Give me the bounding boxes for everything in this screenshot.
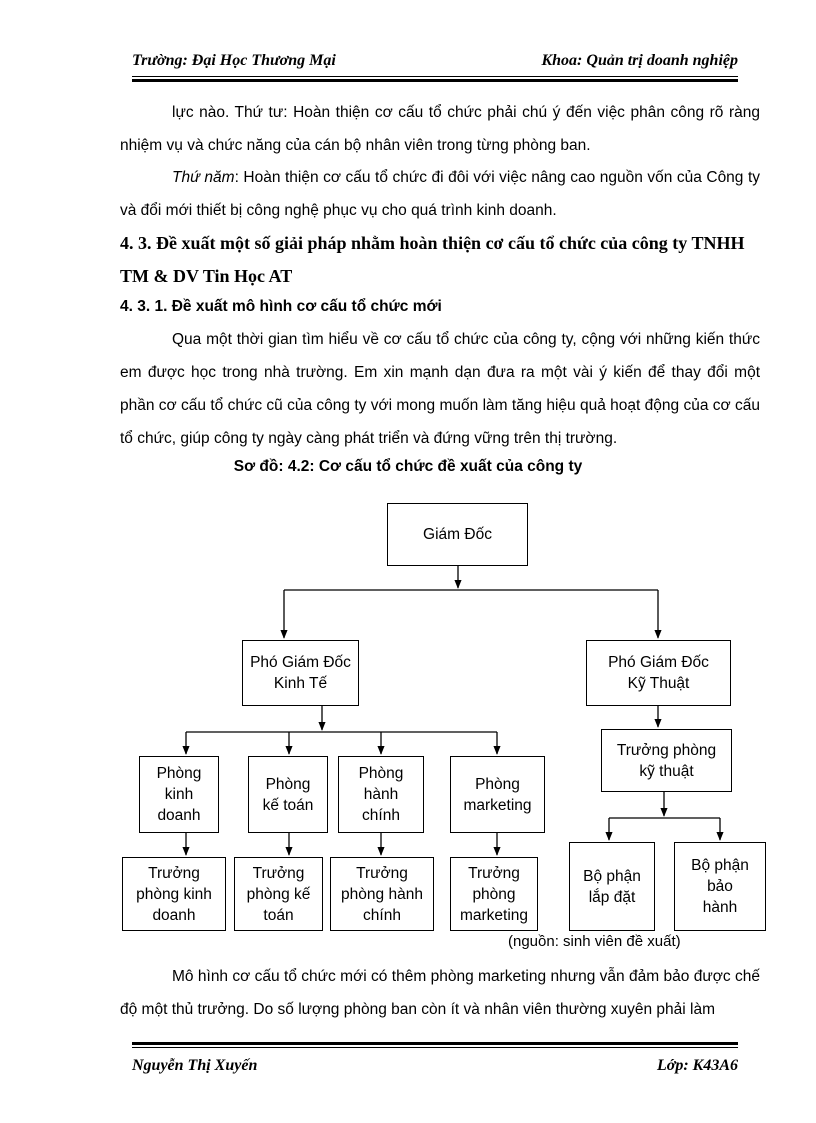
node-phong-ke-toan: Phòng kế toán [248, 756, 328, 833]
heading-section-4-3-1: 4. 3. 1. Đề xuất mô hình cơ cấu tổ chức mới [120, 298, 442, 315]
node-pgd-kinh-te: Phó Giám Đốc Kinh Tế [242, 640, 359, 706]
heading-section-4-3: 4. 3. Đề xuất một số giải pháp nhằm hoàn thiện cơ cấu tổ chức của công ty TNHH TM & DV Tin Học AT [120, 233, 745, 286]
node-tp-ke-toan: Trưởng phòng kế toán [234, 857, 323, 931]
footer-class: Lớp: K43A6 [656, 1057, 738, 1074]
node-phong-kinh-doanh: Phòng kinh doanh [139, 756, 219, 833]
node-pgd-ky-thuat: Phó Giám Đốc Kỹ Thuật [586, 640, 731, 706]
paragraph-2: Thứ năm: Hoàn thiện cơ cấu tổ chức đi đôi với việc nâng cao nguồn vốn của Công ty và đổi mới thiết bị công nghệ phục vụ cho quá trình kinh doanh. [120, 169, 760, 219]
diagram-caption: Sơ đồ: 4.2: Cơ cấu tổ chức đề xuất của công ty [233, 458, 583, 475]
paragraph-1: lực nào. Thứ tư: Hoàn thiện cơ cấu tổ chức phải chú ý đến việc phân công rõ ràng nhiệm vụ và chức năng của cán bộ nhân viên trong từng phòng ban. [120, 104, 760, 154]
footer-rule-thin [132, 1047, 738, 1048]
paragraph-3: Qua một thời gian tìm hiểu về cơ cấu tổ chức của công ty, cộng với những kiến thức em được học trong nhà trường. Em xin mạnh dạn đưa ra một vài ý kiến để thay đổi một phần cơ cấu tổ chức cũ của công ty với mong muốn làm tăng hiệu quả hoạt động của cơ cấu tổ chức, giúp công ty ngày càng phát triển và đứng vững trên thị trường. [120, 331, 760, 447]
paragraph-2-label: Thứ năm [172, 169, 235, 186]
header-faculty: Khoa: Quản trị doanh nghiệp [541, 52, 738, 69]
paragraph-4: Mô hình cơ cấu tổ chức mới có thêm phòng marketing nhưng vẫn đảm bảo được chế độ một thủ trưởng. Do số lượng phòng ban còn ít và nhân viên thường xuyên phải làm [120, 968, 760, 1018]
page-footer [132, 1057, 738, 1075]
footer-author: Nguyễn Thị Xuyến [132, 1057, 258, 1074]
node-tp-kinh-doanh: Trưởng phòng kinh doanh [122, 857, 226, 931]
footer-rule-thick [132, 1042, 738, 1045]
node-tp-hanh-chinh: Trưởng phòng hành chính [330, 857, 434, 931]
diagram-source: (nguồn: sinh viên đề xuất) [508, 933, 681, 950]
node-giam-doc: Giám Đốc [387, 503, 528, 566]
node-tp-marketing: Trưởng phòng marketing [450, 857, 538, 931]
node-bp-bao-hanh: Bộ phận bảo hành [674, 842, 766, 931]
node-phong-marketing: Phòng marketing [450, 756, 545, 833]
node-bp-lap-dat: Bộ phận lắp đặt [569, 842, 655, 931]
node-tp-ky-thuat: Trưởng phòng kỹ thuật [601, 729, 732, 792]
header-school: Trường: Đại Học Thương Mại [132, 52, 336, 69]
node-phong-hanh-chinh: Phòng hành chính [338, 756, 424, 833]
